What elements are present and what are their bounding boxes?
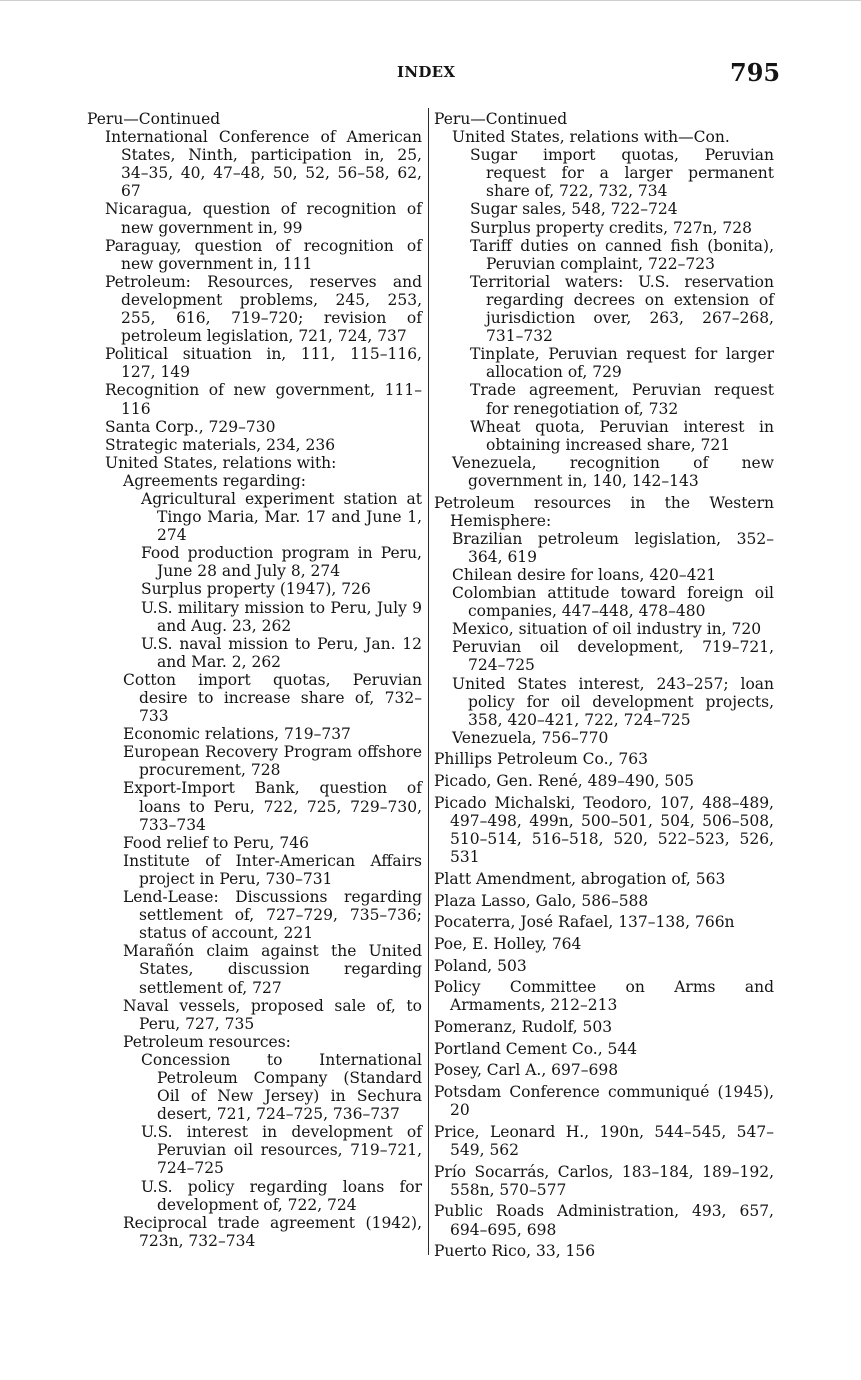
index-entry: Reciprocal trade agreement (1942), 723n, 732–734 bbox=[123, 1213, 422, 1250]
index-entry: Sugar sales, 548, 722–724 bbox=[470, 200, 678, 219]
index-entry: United States, relations with—Con. bbox=[452, 128, 730, 147]
index-entry: Policy Committee on Arms and Armaments, 212–213 bbox=[434, 978, 774, 1015]
index-entry: Agreements regarding: bbox=[123, 471, 306, 490]
index-entry: Mexico, situation of oil industry in, 720 bbox=[452, 620, 762, 639]
index-entry: Petroleum resources: bbox=[123, 1032, 291, 1051]
index-entry: Santa Corp., 729–730 bbox=[105, 417, 276, 436]
index-entry: Naval vessels, proposed sale of, to Peru, 727, 735 bbox=[123, 996, 422, 1033]
index-entry: Chilean desire for loans, 420–421 bbox=[452, 565, 717, 584]
index-entry: Agricultural experiment station at Tingo Maria, Mar. 17 and June 1, 274 bbox=[141, 489, 422, 545]
index-entry: Plaza Lasso, Galo, 586–588 bbox=[434, 891, 649, 910]
index-entry: Trade agreement, Peruvian request for renegotiation of, 732 bbox=[470, 381, 774, 418]
index-entry: Petroleum: Resources, reserves and development problems, 245, 253, 255, 616, 719–720; revision of petroleum legislation, 721, 724, 737 bbox=[105, 272, 422, 346]
index-entry: Price, Leonard H., 190n, 544–545, 547–549, 562 bbox=[434, 1122, 774, 1159]
index-entry: Strategic materials, 234, 236 bbox=[105, 435, 336, 454]
index-entry: Sugar import quotas, Peruvian request for a larger permanent share of, 722, 732, 734 bbox=[470, 146, 774, 201]
index-entry: Peru—Continued bbox=[87, 110, 221, 128]
index-entry: Puerto Rico, 33, 156 bbox=[434, 1242, 596, 1261]
index-entry: Food relief to Peru, 746 bbox=[123, 833, 309, 852]
index-entry: Lend-Lease: Discussions regarding settlement of, 727–729, 735–736; status of account, 221 bbox=[123, 888, 422, 943]
index-entry: Paraguay, question of recognition of new government in, 111 bbox=[105, 236, 422, 273]
index-entry: U.S. policy regarding loans for development of, 722, 724 bbox=[141, 1177, 422, 1214]
index-entry: Prío Socarrás, Carlos, 183–184, 189–192, 558n, 570–577 bbox=[434, 1162, 774, 1199]
index-entry: United States interest, 243–257; loan policy for oil development projects, 358, 420–421, 722, 724–725 bbox=[452, 674, 774, 729]
index-entry: Pomeranz, Rudolf, 503 bbox=[434, 1018, 613, 1037]
index-entry: Platt Amendment, abrogation of, 563 bbox=[434, 869, 726, 888]
index-entry: Export-Import Bank, question of loans to Peru, 722, 725, 729–730, 733–734 bbox=[123, 779, 422, 834]
index-entry: United States, relations with: bbox=[105, 453, 337, 472]
index-entry: Institute of Inter-American Affairs project in Peru, 730–731 bbox=[123, 851, 422, 888]
index-column-right bbox=[434, 110, 774, 1260]
index-entry: Recognition of new government, 111–116 bbox=[105, 381, 422, 418]
index-entry: European Recovery Program offshore procurement, 728 bbox=[123, 743, 422, 780]
index-entry: Venezuela, recognition of new government in, 140, 142–143 bbox=[452, 453, 774, 490]
index-entry: U.S. naval mission to Peru, Jan. 12 and Mar. 2, 262 bbox=[141, 634, 422, 671]
index-entry: U.S. interest in development of Peruvian oil resources, 719–721, 724–725 bbox=[141, 1123, 422, 1178]
index-entry: Posey, Carl A., 697–698 bbox=[434, 1061, 619, 1080]
index-entry: Poe, E. Holley, 764 bbox=[434, 934, 582, 953]
index-entry: Picado Michalski, Teodoro, 107, 488–489, 497–498, 499n, 500–501, 504, 506–508, 510–514, 516–518, 520, 522–523, 526, 531 bbox=[434, 793, 774, 867]
index-entry: Portland Cement Co., 544 bbox=[434, 1039, 638, 1058]
index-entry: Tinplate, Peruvian request for larger allocation of, 729 bbox=[470, 345, 774, 382]
index-entry: Peru—Continued bbox=[434, 110, 568, 128]
index-entry: Brazilian petroleum legislation, 352–364, 619 bbox=[452, 529, 774, 566]
index-entry: Surplus property credits, 727n, 728 bbox=[470, 218, 753, 237]
index-entry: Phillips Petroleum Co., 763 bbox=[434, 750, 648, 769]
index-entry: Petroleum resources in the Western Hemisphere: bbox=[434, 493, 774, 530]
index-entry: Potsdam Conference communiqué (1945), 20 bbox=[434, 1083, 774, 1120]
index-entry: Wheat quota, Peruvian interest in obtaining increased share, 721 bbox=[470, 417, 774, 454]
index-entry: Pocaterra, José Rafael, 137–138, 766n bbox=[434, 913, 735, 932]
index-column-left bbox=[87, 110, 422, 1250]
index-entry: Food production program in Peru, June 28 and July 8, 274 bbox=[141, 544, 422, 581]
index-entry: Territorial waters: U.S. reservation regarding decrees on extension of jurisdiction over, 263, 267–268, 731–732 bbox=[470, 272, 774, 346]
index-entry: U.S. military mission to Peru, July 9 and Aug. 23, 262 bbox=[141, 598, 422, 635]
index-entry: Tariff duties on canned fish (bonita), Peruvian complaint, 722–723 bbox=[470, 236, 774, 273]
page-top-edge bbox=[0, 0, 861, 1]
index-entry: Poland, 503 bbox=[434, 956, 527, 975]
index-entry: Surplus property (1947), 726 bbox=[141, 580, 371, 599]
index-entry: International Conference of American States, Ninth, participation in, 25, 34–35, 40, 47–48, 50, 52, 56–58, 62, 67 bbox=[105, 128, 422, 201]
index-entry: Economic relations, 719–737 bbox=[123, 725, 351, 744]
running-head: INDEX bbox=[397, 63, 456, 81]
index-entry: Colombian attitude toward foreign oil companies, 447–448, 478–480 bbox=[452, 584, 774, 621]
index-entry: Venezuela, 756–770 bbox=[452, 728, 609, 747]
index-entry: Marañón claim against the United States, discussion regarding settlement of, 727 bbox=[123, 942, 422, 997]
index-entry: Political situation in, 111, 115–116, 127, 149 bbox=[105, 345, 422, 382]
index-entry: Nicaragua, question of recognition of new government in, 99 bbox=[105, 200, 422, 237]
index-entry: Concession to International Petroleum Company (Standard Oil of New Jersey) in Sechura desert, 721, 724–725, 736–737 bbox=[141, 1050, 422, 1124]
index-entry: Public Roads Administration, 493, 657, 694–695, 698 bbox=[434, 1202, 774, 1239]
index-entry: Peruvian oil development, 719–721, 724–725 bbox=[452, 638, 774, 675]
index-entry: Cotton import quotas, Peruvian desire to increase share of, 732–733 bbox=[123, 670, 422, 726]
index-entry: Picado, Gen. René, 489–490, 505 bbox=[434, 772, 695, 791]
column-divider bbox=[428, 108, 429, 1255]
page-number: 795 bbox=[730, 58, 781, 87]
